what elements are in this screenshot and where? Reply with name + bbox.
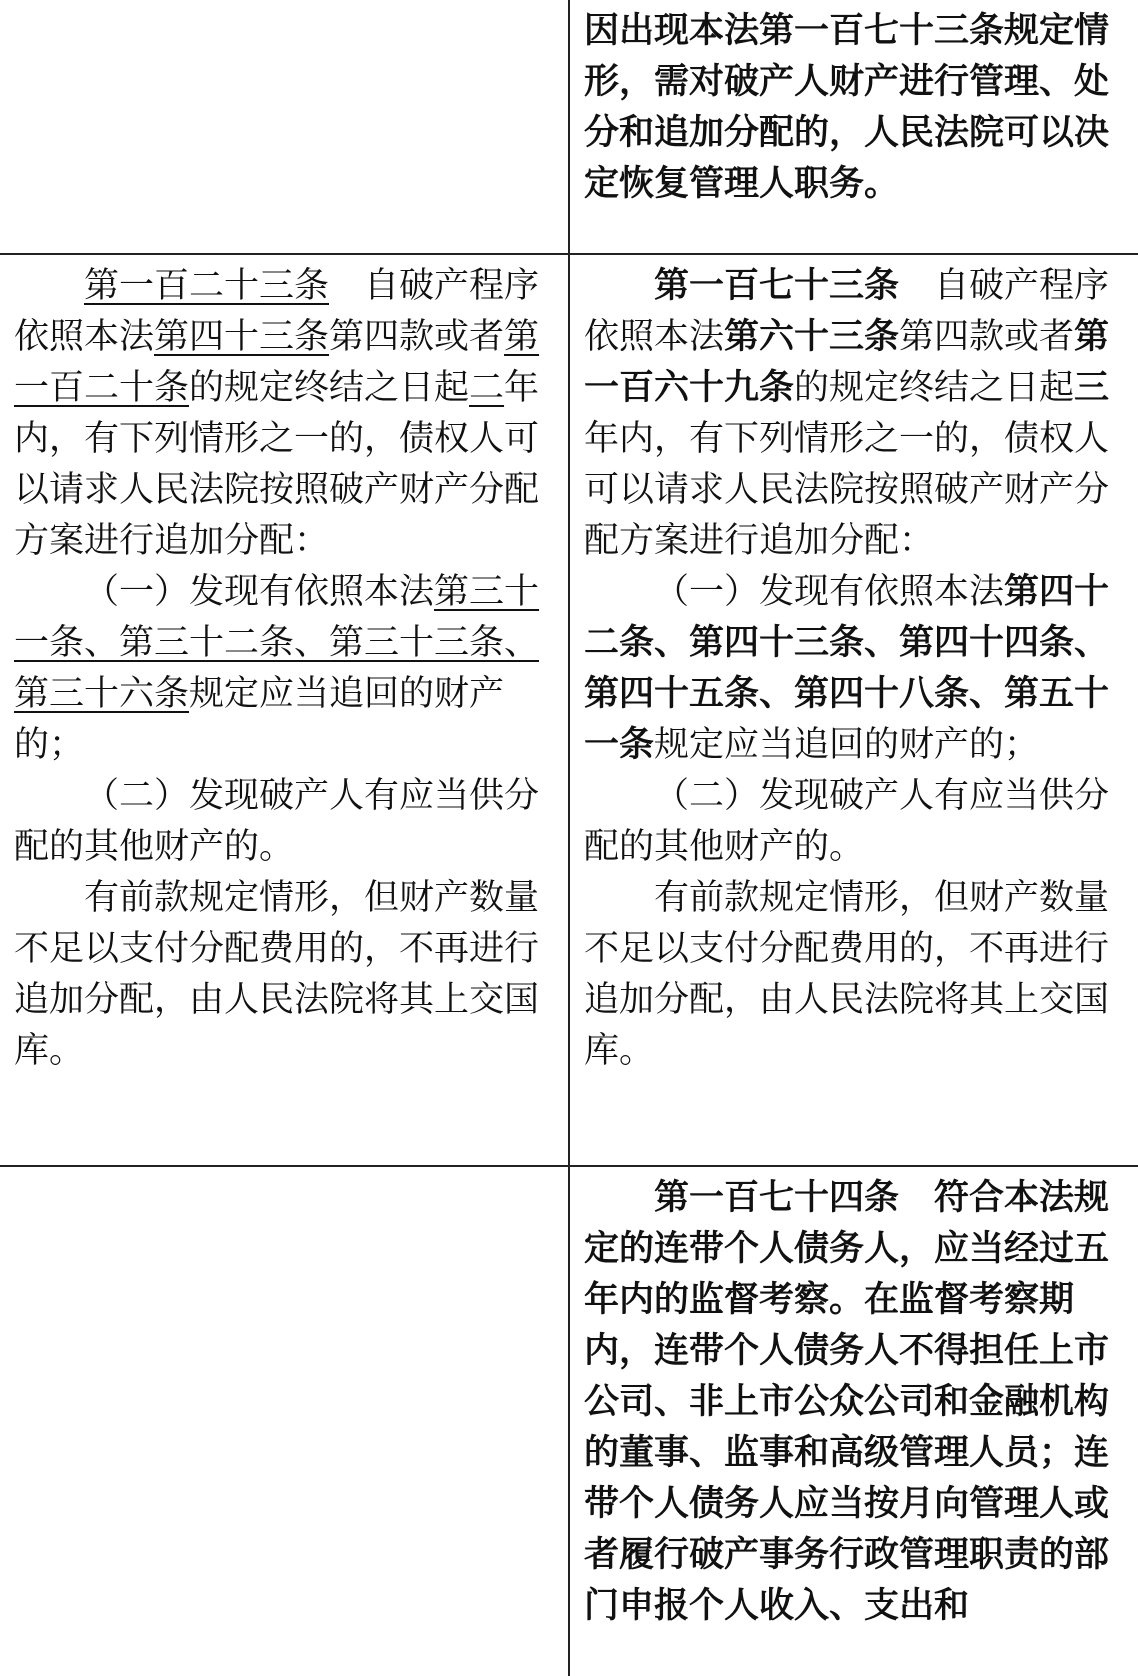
old-law-cell-empty xyxy=(0,1166,569,1676)
text-run: 规定应当追回的财产的； xyxy=(14,674,505,765)
new-article-paragraph xyxy=(584,261,1124,567)
text-run: （一）发现有依照本法 xyxy=(84,572,435,612)
text-run: 的规定终结之日起 xyxy=(189,368,470,408)
new-article-number: 第一百七十三条 xyxy=(654,266,900,306)
text-run: （一）发现有依照本法 xyxy=(654,572,1005,612)
old-item-two: （二）发现破产人有应当供分配的其他财产的。 xyxy=(14,776,540,867)
text-run: 符合本法规定的连带个人债务人，应当经过五年内的监督考察。在监督考察期内，连带个人债务人不得担任上市公司、非上市公众公司和金融机构的董事、监事和高级管理人员；连带个人债务人应当按月向管理人或者履行破产事务行政管理职责的部门申报个人收入、支出和 xyxy=(584,1178,1110,1626)
text-run: 第四款或者 xyxy=(329,317,505,357)
table-row xyxy=(0,1166,1138,1676)
text-run: 年内，有下列情形之一的，债权人可以请求人民法院按照破产财产分配方案进行追加分配： xyxy=(584,419,1110,561)
new-final-paragraph: 有前款规定情形，但财产数量不足以支付分配费用的，不再进行追加分配，由人民法院将其上交国库。 xyxy=(584,878,1110,1071)
new-article-number: 第一百七十四条 xyxy=(654,1178,900,1218)
text-run: 自破产程序依照本法 xyxy=(14,266,540,357)
new-reference: 第一百六十九条 xyxy=(584,317,1110,408)
new-law-paragraph: 因出现本法第一百七十三条规定情形，需对破产人财产进行管理、处分和追加分配的，人民法院可以决定恢复管理人职务。 xyxy=(584,11,1110,204)
old-years: 二 xyxy=(469,368,505,408)
new-years: 三 xyxy=(1074,368,1110,408)
new-item-one xyxy=(584,567,1124,771)
old-reference: 第四十三条 xyxy=(154,317,330,357)
new-law-cell xyxy=(569,254,1138,1166)
old-item-one xyxy=(14,567,554,771)
old-reference: 第一百二十条 xyxy=(14,317,540,408)
text-run: 第四款或者 xyxy=(899,317,1075,357)
old-final-paragraph: 有前款规定情形，但财产数量不足以支付分配费用的，不再进行追加分配，由人民法院将其上交国库。 xyxy=(14,878,540,1071)
old-law-cell-empty xyxy=(0,0,569,254)
table-row xyxy=(0,254,1138,1166)
new-article-paragraph xyxy=(584,1173,1124,1632)
old-article-paragraph xyxy=(14,261,554,567)
new-reference: 第六十三条 xyxy=(724,317,900,357)
old-reference: 第三十一条、第三十二条、第三十三条、第三十六条 xyxy=(14,572,540,714)
table-row xyxy=(0,0,1138,254)
old-law-cell xyxy=(0,254,569,1166)
text-run: 规定应当追回的财产的； xyxy=(654,725,1040,765)
new-law-cell xyxy=(569,0,1138,254)
text-run: 年内，有下列情形之一的，债权人可以请求人民法院按照破产财产分配方案进行追加分配： xyxy=(14,368,540,561)
text-run: 自破产程序依照本法 xyxy=(584,266,1110,357)
new-law-cell xyxy=(569,1166,1138,1676)
new-reference: 第四十二条、第四十三条、第四十四条、第四十五条、第四十八条、第五十一条 xyxy=(584,572,1110,765)
text-run: 的规定终结之日起 xyxy=(794,368,1075,408)
old-article-number: 第一百二十三条 xyxy=(84,266,330,306)
new-item-two: （二）发现破产人有应当供分配的其他财产的。 xyxy=(584,776,1110,867)
